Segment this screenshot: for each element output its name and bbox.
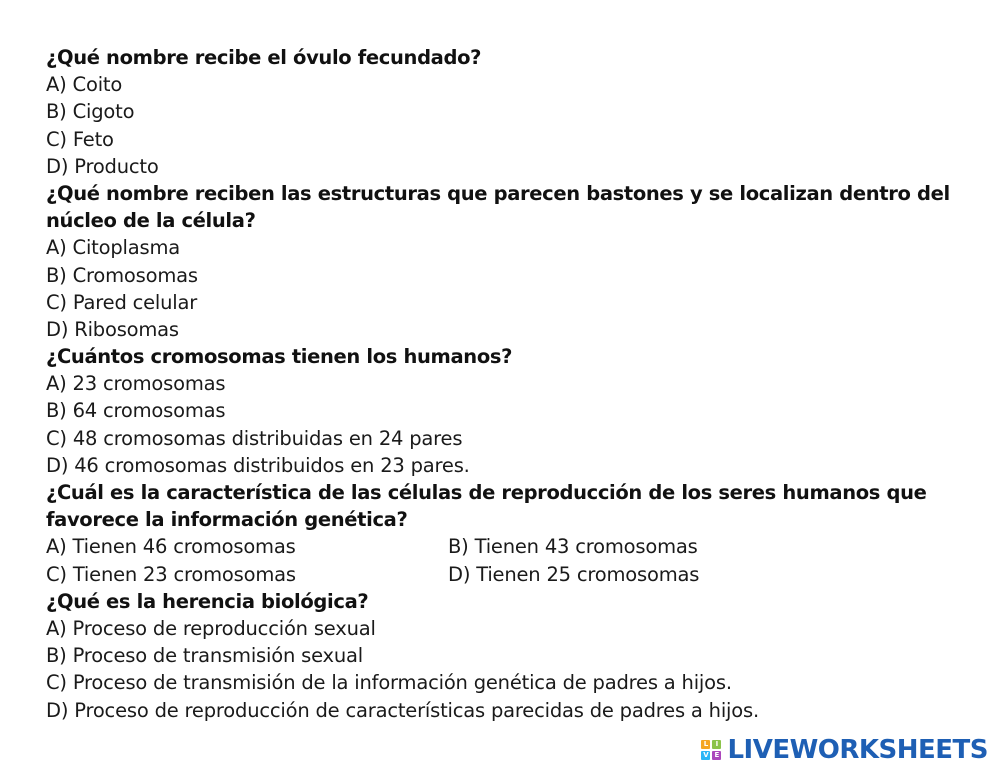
question-3-option-a[interactable]: A) 23 cromosomas xyxy=(46,372,226,396)
question-5-option-c[interactable]: C) Proceso de transmisión de la información genética de padres a hijos. xyxy=(46,671,732,695)
question-5-option-d[interactable]: D) Proceso de reproducción de características parecidas de padres a hijos. xyxy=(46,698,759,722)
logo-mark-v: V xyxy=(703,751,709,759)
question-1-option-a[interactable]: A) Coito xyxy=(46,73,123,97)
question-4-option-d[interactable]: D) Tienen 25 cromosomas xyxy=(448,562,700,586)
question-2-option-b[interactable]: B) Cromosomas xyxy=(46,263,198,287)
question-4-option-c[interactable]: C) Tienen 23 cromosomas xyxy=(46,562,296,586)
question-5-option-a[interactable]: A) Proceso de reproducción sexual xyxy=(46,617,376,640)
liveworksheets-logo xyxy=(701,734,988,766)
question-5: ¿Qué es la herencia biológica? xyxy=(46,589,369,613)
question-2-option-a[interactable]: A) Citoplasma xyxy=(46,236,181,260)
question-2-option-c[interactable]: C) Pared celular xyxy=(46,290,198,314)
logo-mark-e: E xyxy=(712,751,721,760)
question-3-option-b[interactable]: B) 64 cromosomas xyxy=(46,399,226,423)
question-3: ¿Cuántos cromosomas tienen los humanos? xyxy=(46,345,513,369)
question-4-option-b[interactable]: B) Tienen 43 cromosomas xyxy=(448,535,698,559)
worksheet-content xyxy=(46,44,966,724)
logo-mark-l: L xyxy=(701,740,710,749)
question-1-option-b[interactable]: B) Cigoto xyxy=(46,100,135,124)
question-4: ¿Cuál es la característica de las células de reproducción de los seres humanos que favorece la información genética? xyxy=(46,481,927,532)
question-4-options-row-2 xyxy=(46,561,966,588)
question-3-option-d[interactable]: D) 46 cromosomas distribuidos en 23 pares. xyxy=(46,453,470,477)
liveworksheets-logo-text: LIVEWORKSHEETS xyxy=(727,735,988,765)
question-2: ¿Qué nombre reciben las estructuras que parecen bastones y se localizan dentro del núcleo de la célula? xyxy=(46,181,950,233)
question-2-option-d[interactable]: D) Ribosomas xyxy=(46,317,179,341)
logo-mark-i: I xyxy=(712,740,721,749)
question-1-option-d[interactable]: D) Producto xyxy=(46,154,159,178)
liveworksheets-logo-icon xyxy=(701,740,721,760)
question-4-option-a[interactable]: A) Tienen 46 cromosomas xyxy=(46,535,296,559)
question-1: ¿Qué nombre recibe el óvulo fecundado? xyxy=(46,46,482,69)
question-5-option-b[interactable]: B) Proceso de transmisión sexual xyxy=(46,644,363,668)
question-3-option-c[interactable]: C) 48 cromosomas distribuidas en 24 pares xyxy=(46,426,463,450)
question-4-options-row-1 xyxy=(46,533,966,560)
question-1-option-c[interactable]: C) Feto xyxy=(46,127,114,151)
